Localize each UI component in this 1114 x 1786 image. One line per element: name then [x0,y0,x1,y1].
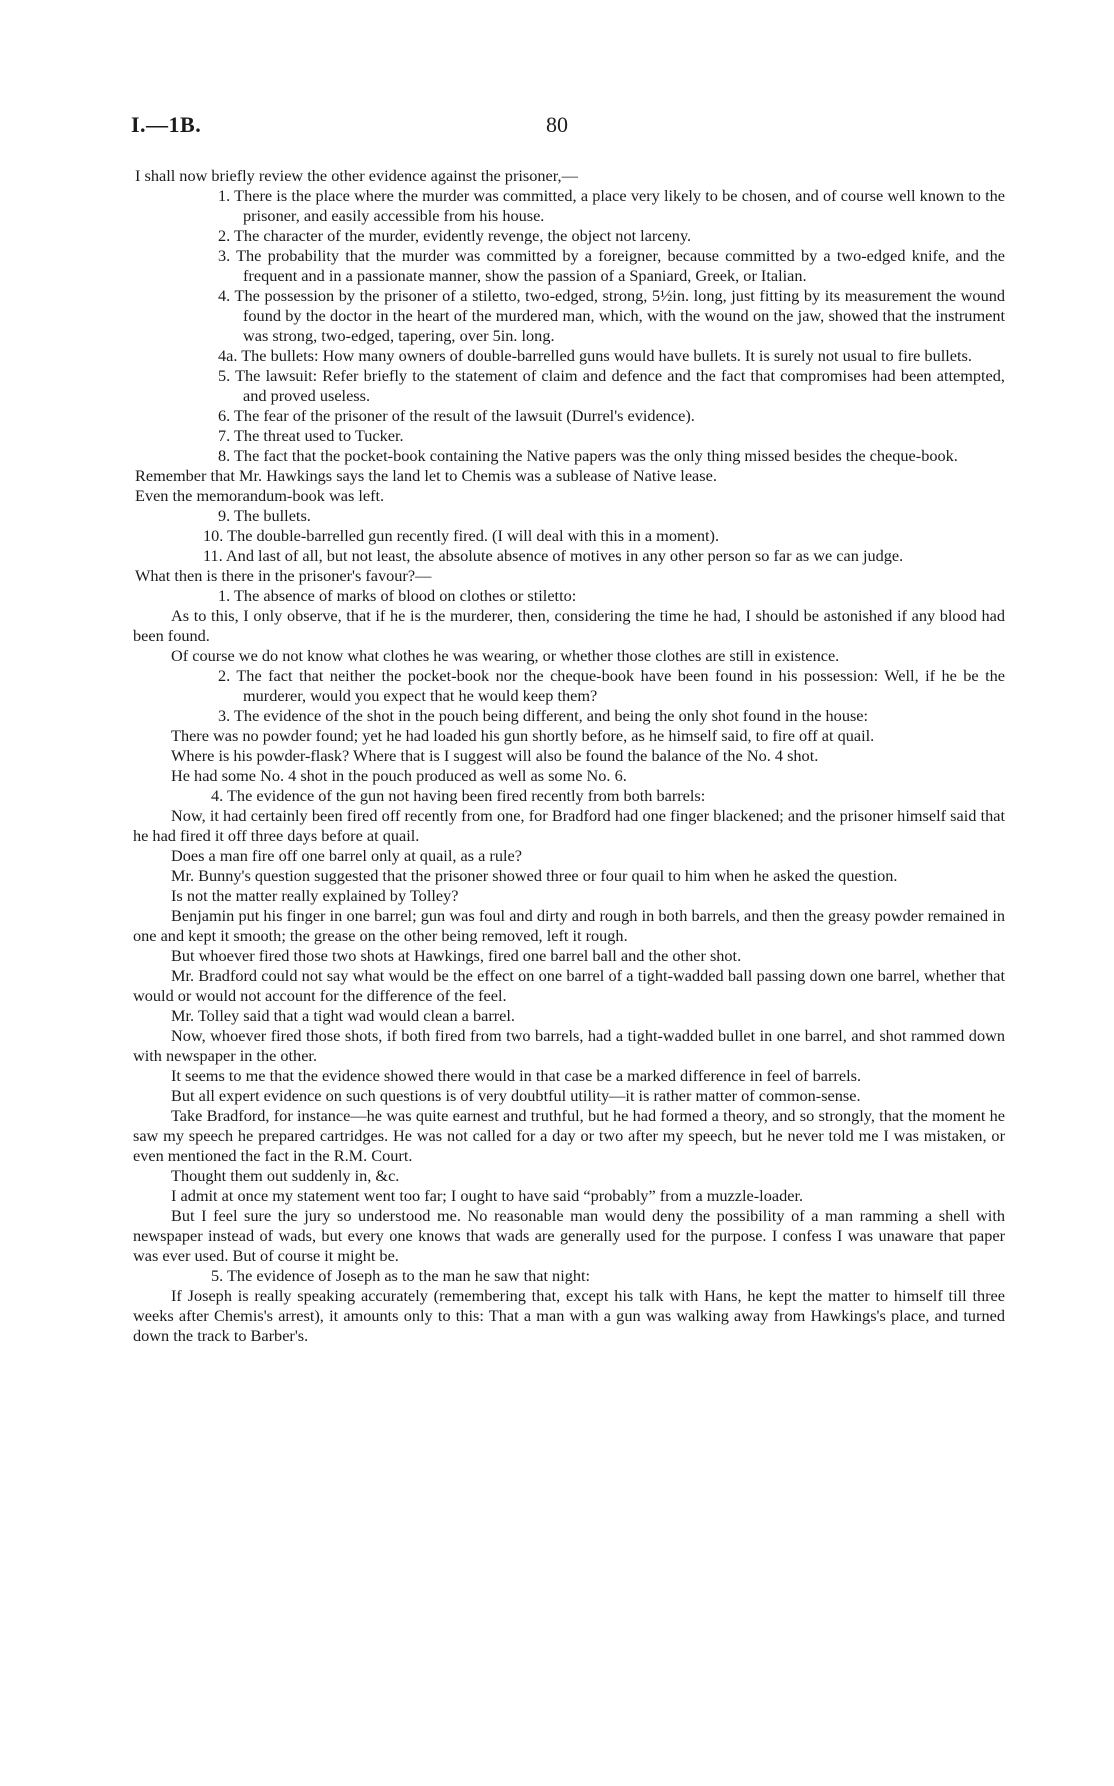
list-item: 5. The lawsuit: Refer briefly to the statement of claim and defence and the fact that compromises had been attempted, and proved useless. [218,366,1005,405]
list-item: 3. The probability that the murder was committed by a foreigner, because committed by a two-edged knife, and the frequent and in a passionate manner, show the passion of a Spaniard, Greek, or Italian. [218,246,1005,285]
document-reference: I.—1B. [131,112,202,137]
paragraph: Mr. Bunny's question suggested that the prisoner showed three or four quail to him when he asked the question. [171,866,898,885]
list-item: 3. The evidence of the shot in the pouch being different, and being the only shot found in the house: [218,706,869,725]
paragraph: Of course we do not know what clothes he was wearing, or whether those clothes are still in existence. [171,646,840,665]
paragraph: Is not the matter really explained by Tolley? [171,886,459,905]
paragraph: I shall now briefly review the other evidence against the prisoner,— [135,166,578,185]
list-item: 11. And last of all, but not least, the absolute absence of motives in any other person so far as we can judge. [203,546,904,565]
paragraph: Does a man fire off one barrel only at quail, as a rule? [171,846,522,865]
paragraph: Now, whoever fired those shots, if both fired from two barrels, had a tight-wadded bullet in one barrel, and shot rammed down with newspaper in the other. [133,1026,1005,1065]
paragraph: Even the memorandum-book was left. [135,486,385,505]
paragraph: Where is his powder-flask? Where that is I suggest will also be found the balance of the No. 4 shot. [171,746,819,765]
paragraph: It seems to me that the evidence showed there would in that case be a marked difference in feel of barrels. [171,1066,862,1085]
paragraph: But I feel sure the jury so understood me. No reasonable man would deny the possibility of a man ramming a shell with newspaper instead of wads, but every one knows that wads are generally used for the purpose. I confess I was unaware that paper was ever used. But of course it might be. [133,1206,1005,1265]
list-item: 9. The bullets. [218,506,311,525]
list-item: 6. The fear of the prisoner of the result of the lawsuit (Durrel's evidence). [218,406,695,425]
list-item: 1. There is the place where the murder was committed, a place very likely to be chosen, and of course well known to the prisoner, and easily accessible from his house. [218,186,1005,225]
list-item: 8. The fact that the pocket-book containing the Native papers was the only thing missed besides the cheque-book. [218,446,958,465]
list-item: 4. The possession by the prisoner of a stiletto, two-edged, strong, 5½in. long, just fitting by its measurement the wound found by the doctor in the heart of the murdered man, which, with the wound on the jaw, showed that the instrument was strong, two-edged, tapering, over 5in. long. [218,286,1005,345]
paragraph: As to this, I only observe, that if he is the murderer, then, considering the time he had, I should be astonished if any blood had been found. [133,606,1005,645]
paragraph: I admit at once my statement went too far; I ought to have said “probably” from a muzzle-loader. [171,1186,804,1205]
list-item: 7. The threat used to Tucker. [218,426,404,445]
list-item: 4a. The bullets: How many owners of double-barrelled guns would have bullets. It is surely not usual to fire bullets. [218,346,972,365]
paragraph: There was no powder found; yet he had loaded his gun shortly before, as he himself said, to fire off at quail. [171,726,875,745]
paragraph: Mr. Tolley said that a tight wad would clean a barrel. [171,1006,515,1025]
paragraph: What then is there in the prisoner's favour?— [135,566,432,585]
paragraph: Benjamin put his finger in one barrel; gun was foul and dirty and rough in both barrels, and then the greasy powder remained in one and kept it smooth; the grease on the other being removed, left it rough. [133,906,1005,945]
paragraph: But whoever fired those two shots at Hawkings, fired one barrel ball and the other shot. [171,946,742,965]
list-item: 2. The character of the murder, evidently revenge, the object not larceny. [218,226,692,245]
list-item: 1. The absence of marks of blood on clothes or stiletto: [218,586,577,605]
list-item: 4. The evidence of the gun not having been fired recently from both barrels: [211,786,706,805]
paragraph: Now, it had certainly been fired off recently from one, for Bradford had one finger blackened; and the prisoner himself said that he had fired it off three days before at quail. [133,806,1005,845]
paragraph: If Joseph is really speaking accurately (remembering that, except his talk with Hans, he kept the matter to himself till three weeks after Chemis's arrest), it amounts only to this: That a man with a gun was walking away from Hawkings's place, and turned down the track to Barber's. [133,1286,1005,1345]
paragraph: Thought them out suddenly in, &c. [171,1166,400,1185]
paragraph: Take Bradford, for instance—he was quite earnest and truthful, but he had formed a theory, and so strongly, that the moment he saw my speech he prepared cartridges. He was not called for a day or two after my speech, but he never told me I was mistaken, or even mentioned the fact in the R.M. Court. [133,1106,1005,1165]
paragraph: He had some No. 4 shot in the pouch produced as well as some No. 6. [171,766,627,785]
list-item: 2. The fact that neither the pocket-book nor the cheque-book have been found in his possession: Well, if he be the murderer, would you expect that he would keep them? [218,666,1005,705]
page-number: 80 [546,112,568,137]
page-header [131,112,983,144]
paragraph: But all expert evidence on such questions is of very doubtful utility—it is rather matter of common-sense. [171,1086,861,1105]
list-item: 5. The evidence of Joseph as to the man he saw that night: [211,1266,591,1285]
paragraph: Mr. Bradford could not say what would be the effect on one barrel of a tight-wadded ball passing down one barrel, whether that would or would not account for the difference of the feel. [133,966,1005,1005]
body-text [133,166,1005,1346]
paragraph: Remember that Mr. Hawkings says the land let to Chemis was a sublease of Native lease. [135,466,717,485]
list-item: 10. The double-barrelled gun recently fired. (I will deal with this in a moment). [203,526,720,545]
